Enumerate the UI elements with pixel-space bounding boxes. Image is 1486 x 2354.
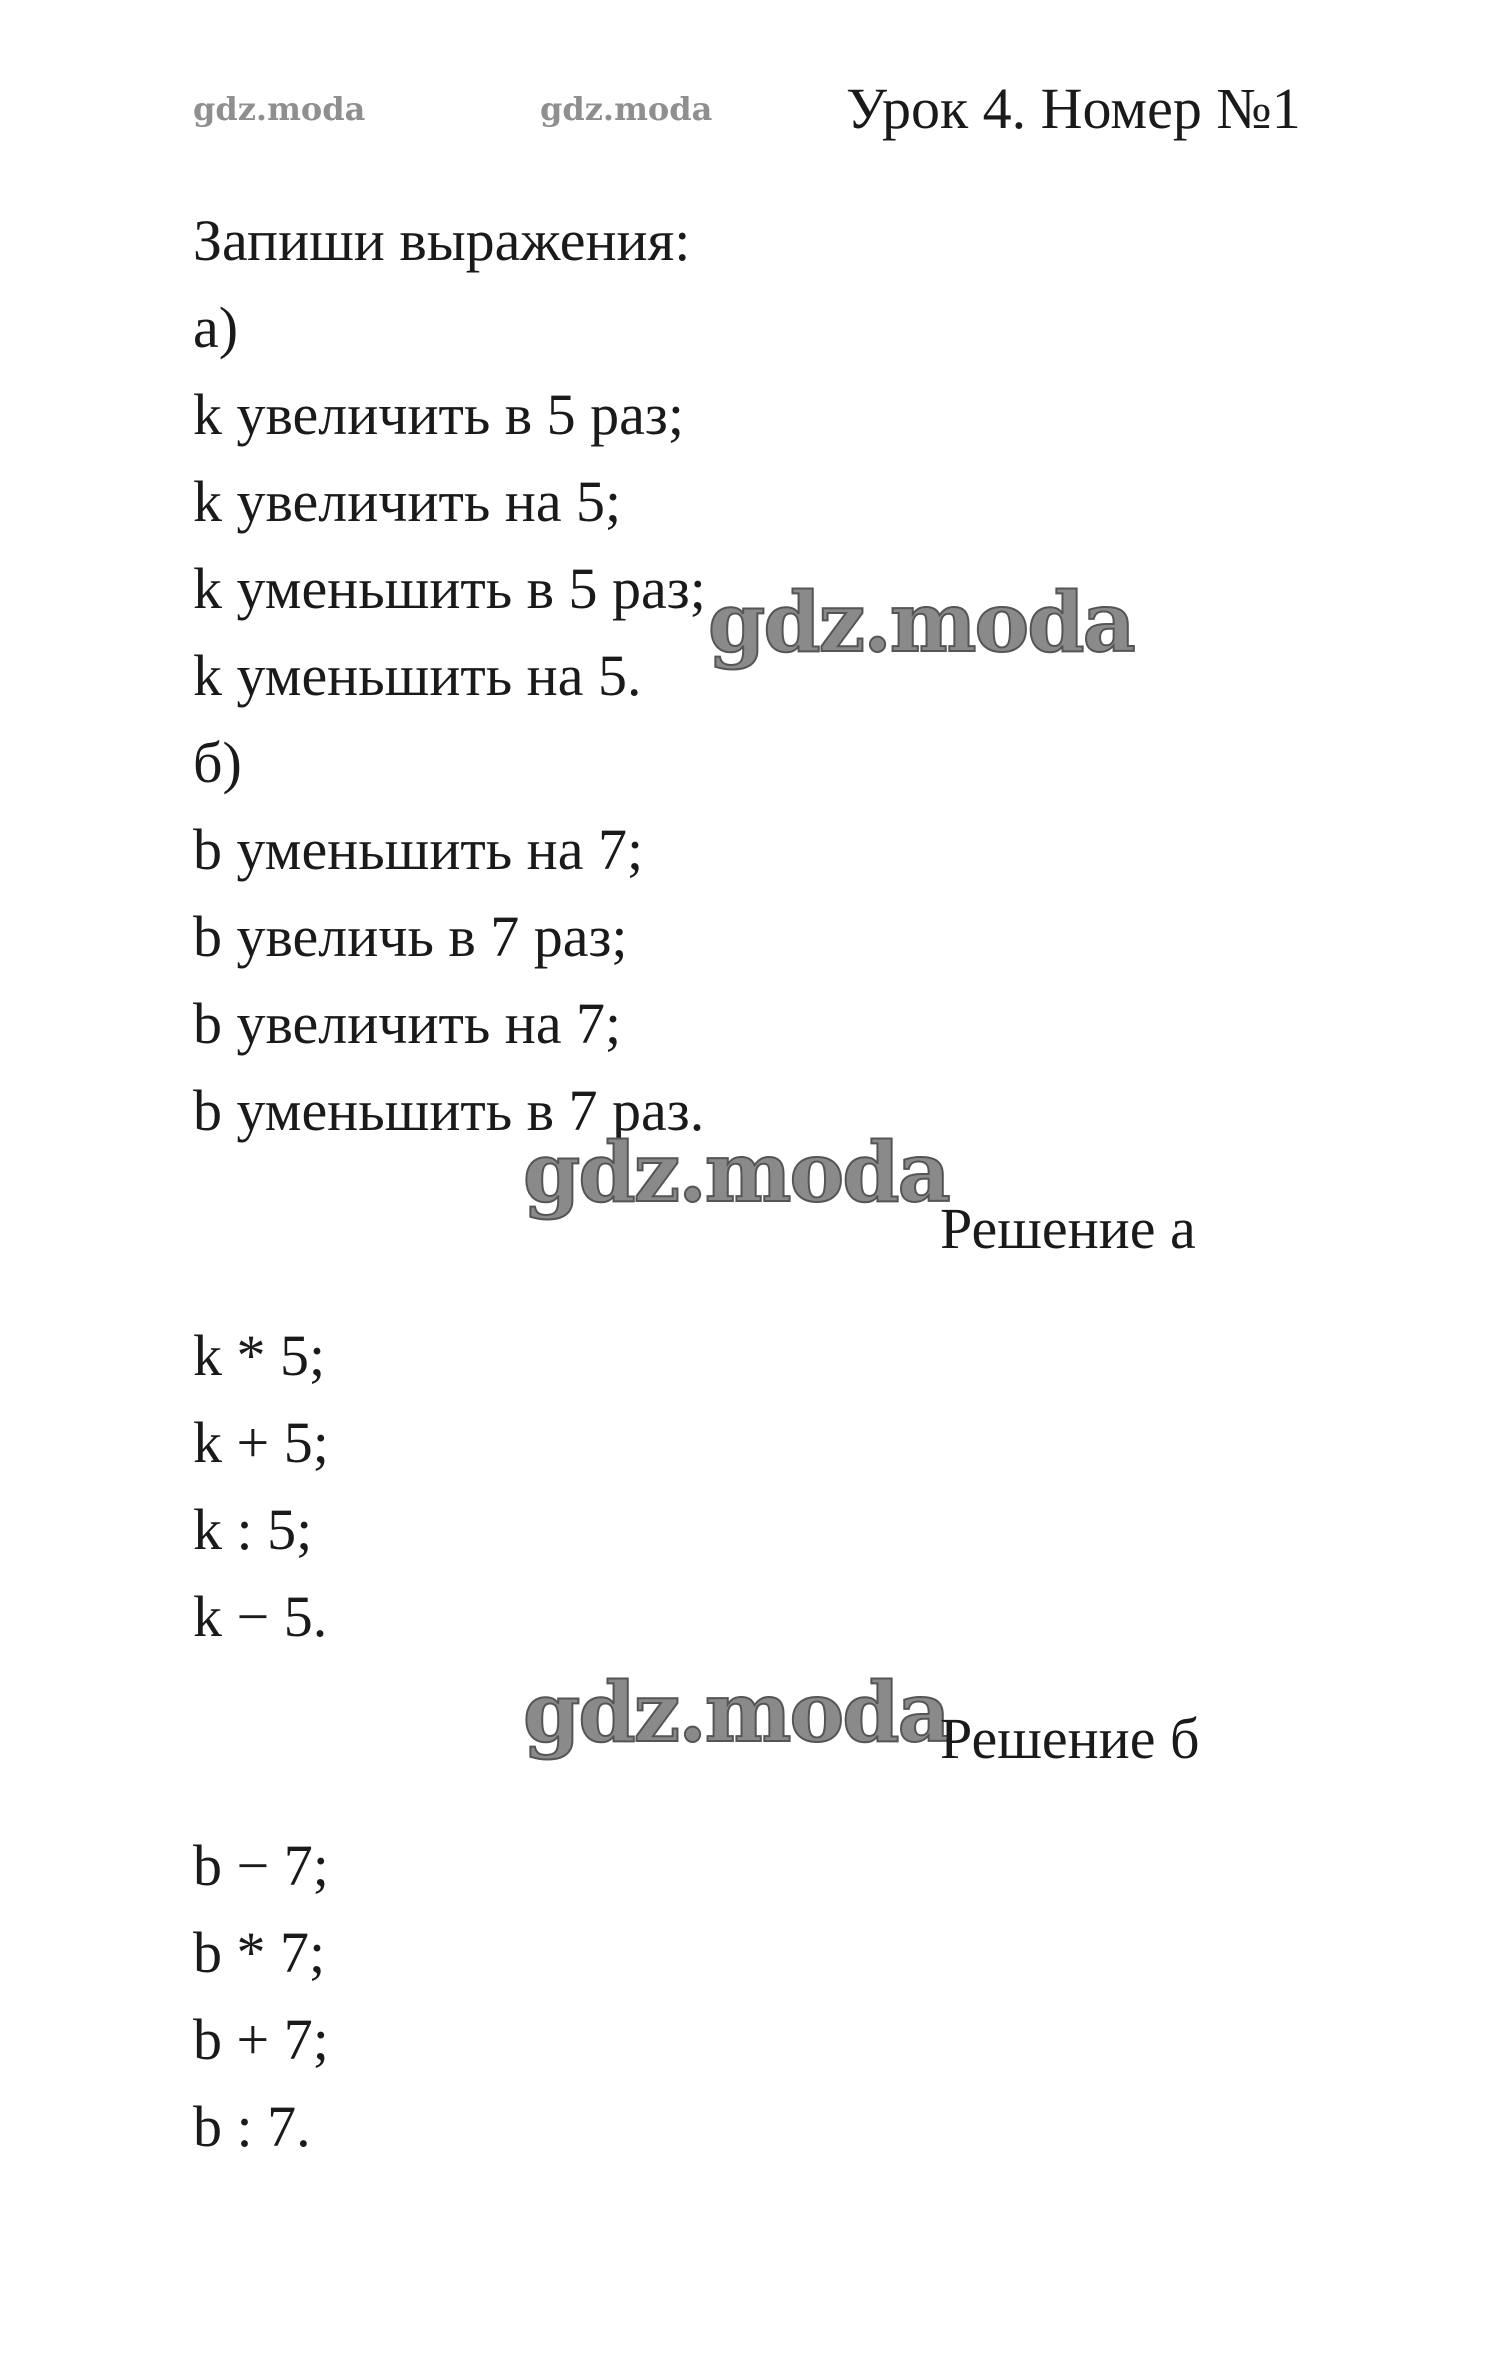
part-a-item: k увеличить на 5; bbox=[193, 469, 622, 534]
solution-b-item: b * 7; bbox=[193, 1920, 326, 1985]
part-b-item: b увеличить на 7; bbox=[193, 991, 622, 1056]
watermark-logo: gdz.moda bbox=[523, 1665, 949, 1761]
part-b-label: б) bbox=[193, 730, 242, 795]
task-instruction: Запиши выражения: bbox=[193, 208, 691, 273]
watermark-logo: gdz.moda bbox=[523, 1125, 949, 1221]
solution-a-heading: Решение а bbox=[940, 1196, 1196, 1261]
solution-b-item: b − 7; bbox=[193, 1833, 329, 1898]
solution-b-item: b + 7; bbox=[193, 2007, 329, 2072]
solution-a-item: k : 5; bbox=[193, 1497, 313, 1562]
watermark-logo: gdz.moda bbox=[193, 90, 366, 128]
watermark-logo: gdz.moda bbox=[540, 90, 713, 128]
solution-b-heading: Решение б bbox=[940, 1706, 1200, 1771]
solution-b-item: b : 7. bbox=[193, 2094, 311, 2159]
solution-a-item: k − 5. bbox=[193, 1584, 328, 1649]
solution-a-item: k + 5; bbox=[193, 1410, 329, 1475]
part-b-item: b уменьшить в 7 раз. bbox=[193, 1078, 705, 1143]
part-b-item: b уменьшить на 7; bbox=[193, 817, 644, 882]
part-a-label: а) bbox=[193, 295, 239, 360]
solution-a-item: k * 5; bbox=[193, 1323, 326, 1388]
part-a-item: k увеличить в 5 раз; bbox=[193, 382, 684, 447]
part-b-item: b увеличь в 7 раз; bbox=[193, 904, 628, 969]
part-a-item: k уменьшить в 5 раз; bbox=[193, 556, 706, 621]
page-title: Урок 4. Номер №1 bbox=[846, 76, 1301, 141]
part-a-item: k уменьшить на 5. bbox=[193, 643, 642, 708]
watermark-logo: gdz.moda bbox=[708, 575, 1134, 671]
